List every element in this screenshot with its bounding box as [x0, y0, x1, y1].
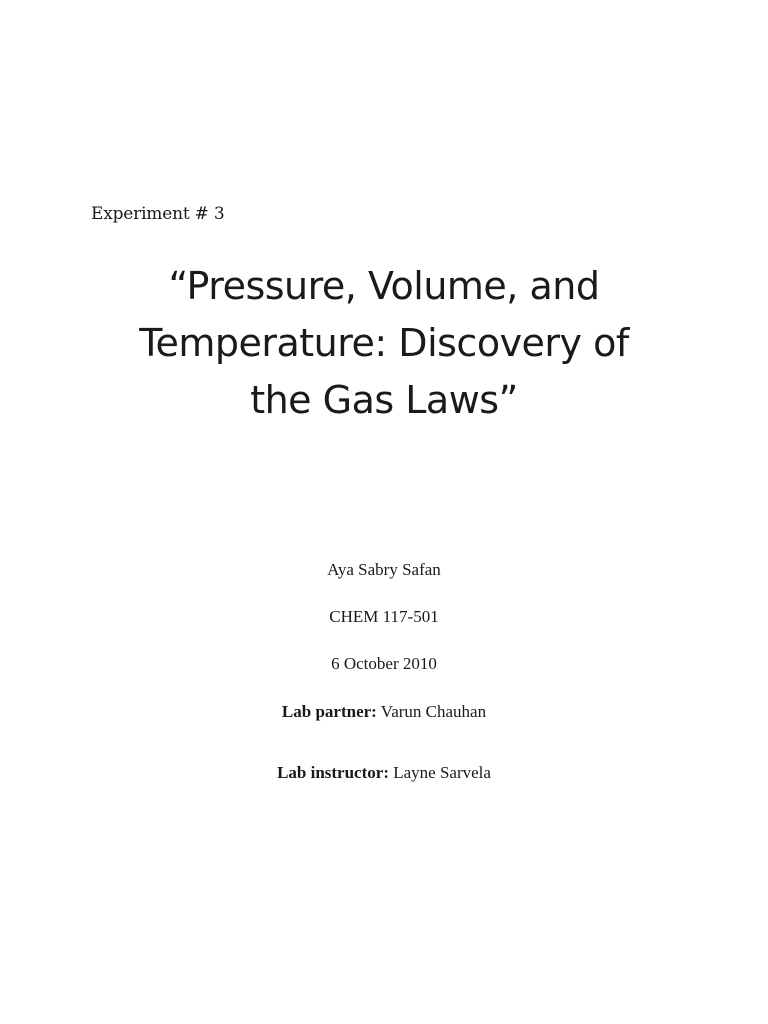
lab-instructor-label: Lab instructor:	[277, 763, 389, 782]
title-line-2: Temperature: Discovery of	[139, 321, 629, 365]
course-code: CHEM 117-501	[329, 607, 439, 626]
report-title	[84, 258, 684, 429]
lab-partner-name: Varun Chauhan	[380, 702, 487, 721]
report-date: 6 October 2010	[331, 654, 437, 673]
title-line-3: the Gas Laws”	[250, 378, 518, 422]
title-line-1: “Pressure, Volume, and	[168, 264, 600, 308]
author-name: Aya Sabry Safan	[327, 560, 441, 579]
lab-instructor-name: Layne Sarvela	[393, 763, 491, 782]
lab-partner-label: Lab partner:	[281, 702, 377, 721]
experiment-number: Experiment # 3	[91, 204, 225, 224]
lab-instructor-line	[0, 763, 768, 783]
lab-partner-line	[0, 702, 768, 722]
